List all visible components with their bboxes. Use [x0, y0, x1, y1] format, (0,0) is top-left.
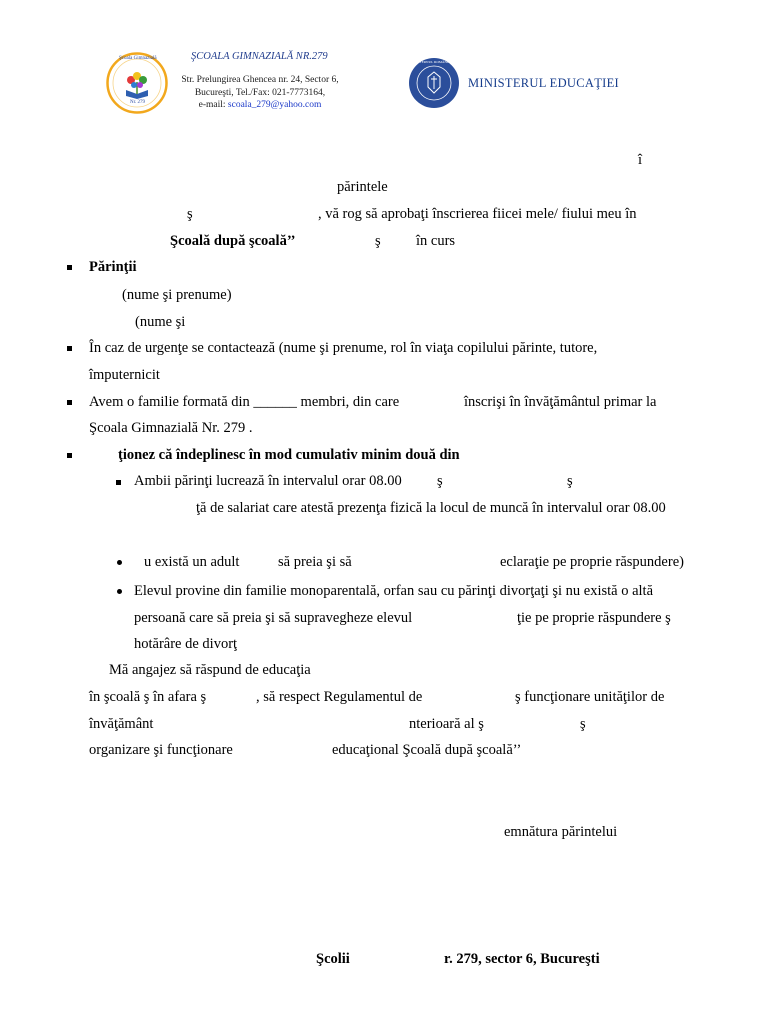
school-name: ŞCOALA GIMNAZIALĂ NR.279 — [191, 51, 328, 62]
commitment-line-2: în şcoală ş în afara ş — [89, 689, 207, 705]
square-bullet-icon — [116, 480, 121, 485]
commitment-line-3: învăţământ — [89, 716, 154, 732]
text-fragment-s: ş — [375, 233, 381, 249]
ministry-name: MINISTERUL EDUCAŢIEI — [468, 76, 620, 90]
logo-text-nr: Nr. 279 — [130, 100, 145, 105]
text-fragment-s: ş — [567, 473, 573, 489]
square-bullet-icon — [67, 346, 72, 351]
commitment-line-4-end: educaţional Şcoală după şcoală’’ — [332, 742, 522, 758]
dot-bullet-icon — [117, 589, 122, 594]
dot-bullet-icon — [117, 560, 122, 565]
email-label: e-mail: — [198, 100, 228, 110]
text-fragment-i: î — [638, 152, 643, 168]
criterion-2-text: u există un adult — [144, 554, 240, 570]
email-link[interactable]: scoala_279@yahoo.com — [227, 100, 322, 110]
square-bullet-icon — [67, 265, 72, 270]
commitment-line-2-mid: , să respect Regulamentul de — [256, 689, 423, 705]
criterion-1-text: Ambii părinţi lucrează în intervalul orar 08.00 — [134, 473, 402, 489]
parent-signature-label: emnătura părintelui — [504, 824, 618, 840]
emergency-contact-line-2: împuternicit — [89, 367, 160, 383]
text-in-course: în curs — [416, 233, 456, 249]
criterion-2-text-end: eclaraţie pe proprie răspundere) — [500, 554, 684, 570]
government-seal — [408, 57, 460, 109]
commitment-line-4: organizare şi funcţionare — [89, 742, 233, 758]
family-line-1: Avem o familie formată din ______ membri, din care — [89, 394, 400, 410]
parent-1-field-hint: (nume şi prenume) — [122, 287, 232, 303]
footer-school: Şcolii — [316, 951, 350, 967]
criterion-3-line-2: persoană care să preia şi să supravegheze elevul — [134, 610, 413, 626]
school-address-line-1: Str. Prelungirea Ghencea nr. 24, Sector 6, — [181, 75, 339, 85]
commitment-line-2-end: ş funcţionare unităţilor de — [515, 689, 665, 705]
school-email-line — [180, 99, 340, 112]
text-fragment-s: ş — [437, 473, 443, 489]
footer-school-address: r. 279, sector 6, Bucureşti — [444, 951, 600, 967]
text-parent: părintele — [337, 179, 388, 195]
criterion-1-continuation: ţă de salariat care atestă prezenţa fizică la locul de muncă în intervalul orar 08.00 — [196, 500, 666, 516]
criterion-3-line-2-end: ţie pe proprie răspundere ş — [517, 610, 671, 626]
commitment-line-3-mid: nterioară al ş — [409, 716, 484, 732]
family-line-1-end: înscrişi în învăţământul primar la — [464, 394, 657, 410]
commitment-line-1: Mă angajez să răspund de educaţia — [109, 662, 311, 678]
gov-logo-text: GUVERNUL ROMÂNIEI — [414, 60, 452, 64]
text-fragment-s: ş — [187, 206, 193, 222]
emergency-contact-line-1: În caz de urgenţe se contactează (nume şi prenume, rol în viaţa copilului părinte, tutore, — [89, 340, 598, 356]
square-bullet-icon — [67, 453, 72, 458]
logo-text-top: Şcoala Gimnazială — [119, 56, 157, 61]
school-address — [180, 74, 340, 112]
criterion-2-text-mid: să preia şi să — [278, 554, 352, 570]
square-bullet-icon — [67, 400, 72, 405]
declaration-heading: ţionez că îndeplinesc în mod cumulativ minim două din — [118, 447, 460, 463]
criterion-3-line-1: Elevul provine din familie monoparentală, orfan sau cu părinţi divorţaţi şi nu există o altă — [134, 583, 654, 599]
criterion-3-line-3: hotărâre de divorţ — [134, 636, 238, 652]
parent-2-field-hint: (nume şi — [135, 314, 186, 330]
text-fragment-s: ş — [580, 716, 586, 732]
program-name: Şcoală după şcoală’’ — [170, 233, 296, 249]
school-address-line-2: Bucureşti, Tel./Fax: 021-7773164, — [194, 87, 326, 98]
request-sentence: , vă rog să aprobaţi înscrierea fiicei mele/ fiului meu în — [318, 206, 637, 222]
family-line-2: Şcoala Gimnazială Nr. 279 . — [89, 420, 253, 436]
parents-heading: Părinţii — [89, 259, 137, 275]
